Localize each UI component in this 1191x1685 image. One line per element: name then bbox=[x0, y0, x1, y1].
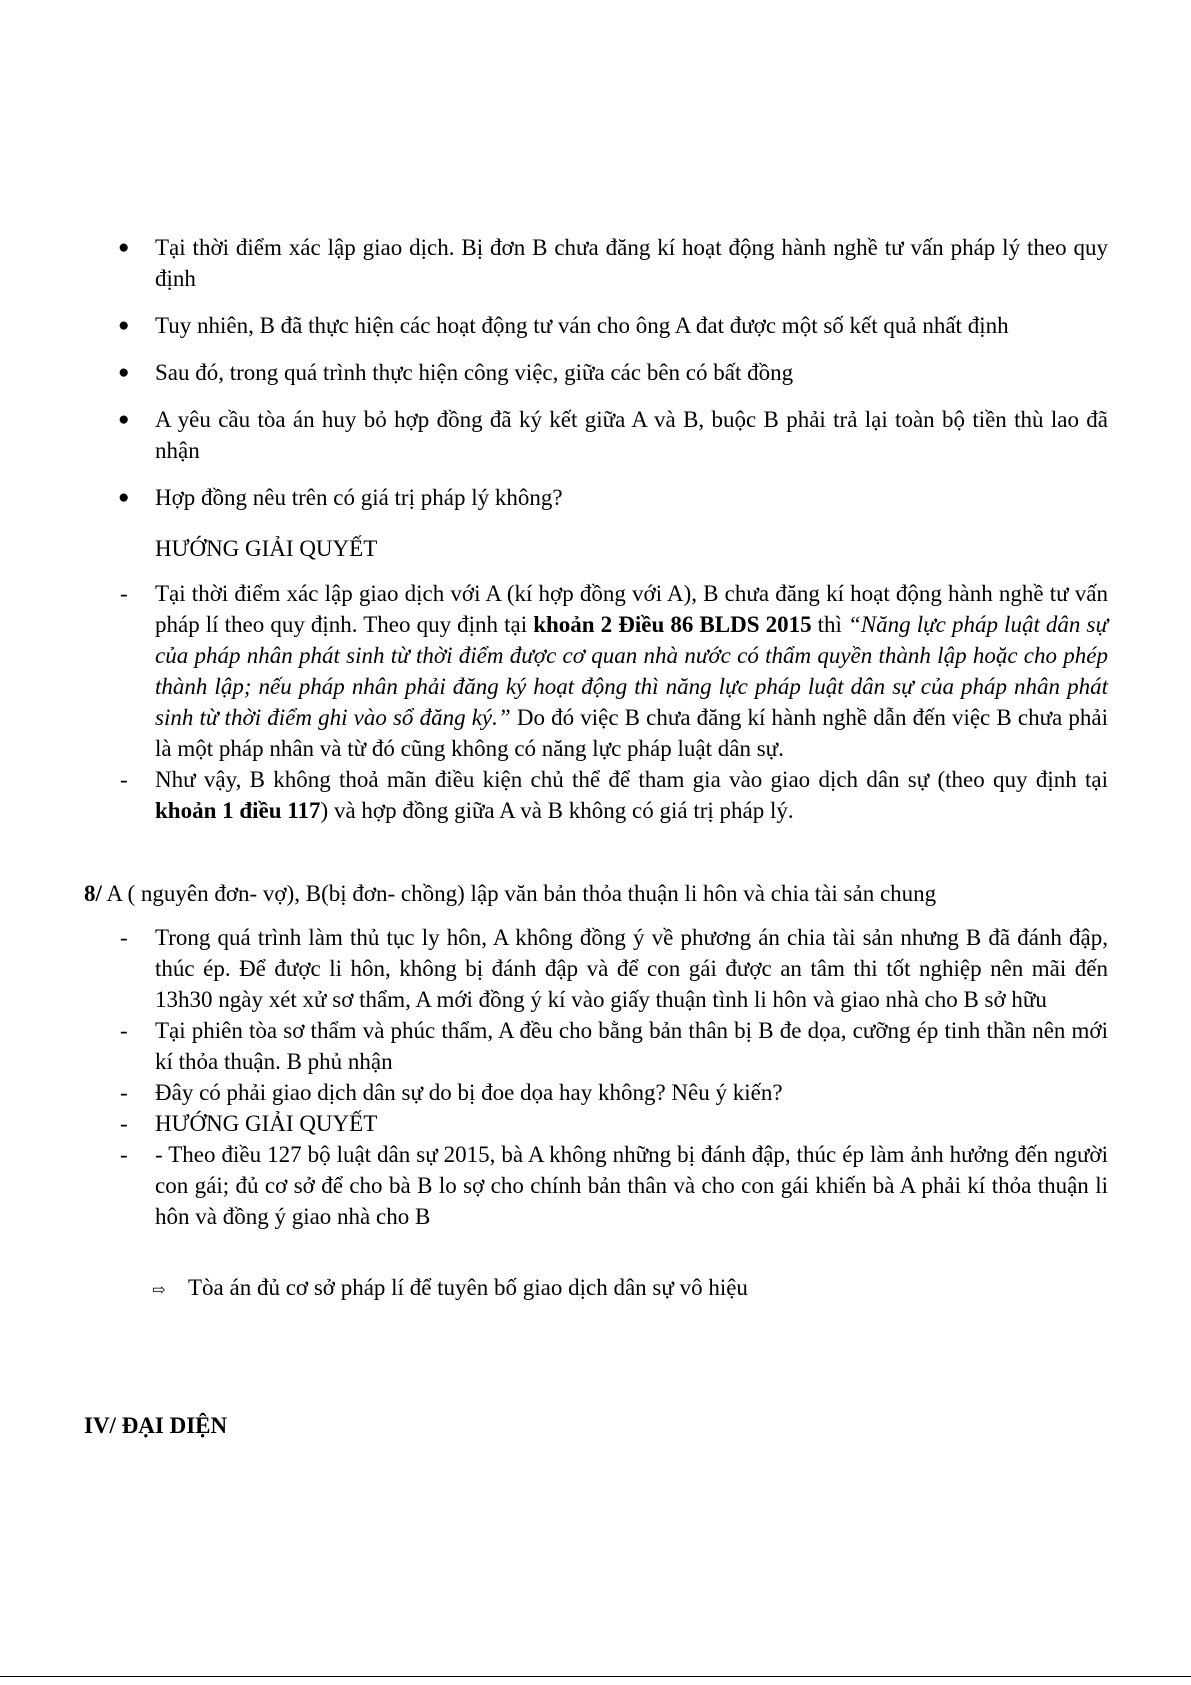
list-item: - Đây có phải giao dịch dân sự do bị đoe dọa hay không? Nêu ý kiến? bbox=[118, 1077, 1108, 1108]
bullet-icon: ● bbox=[118, 315, 130, 336]
list-item: - Trong quá trình làm thủ tục ly hôn, A không đồng ý về phương án chia tài sản nhưng B đã đánh đập, thúc ép. Để được li hôn, không bị đánh đập và để con gái được an tâm thi tốt nghiệp nên mãi đến 13h30 ngày xét xử sơ thẩm, A mới đồng ý kí vào giấy thuận tình li hôn và giao nhà cho B sở hữu bbox=[118, 922, 1108, 1015]
dash-icon: - bbox=[120, 1080, 128, 1105]
bullet-icon: ● bbox=[118, 362, 130, 383]
list-item: ● Tại thời điểm xác lập giao dịch. Bị đơn B chưa đăng kí hoạt động hành nghề tư vấn pháp lý theo quy định bbox=[118, 232, 1108, 294]
dash-icon: - bbox=[120, 1142, 128, 1167]
resolution-heading: HƯỚNG GIẢI QUYẾT bbox=[155, 536, 378, 561]
list-item: ● Sau đó, trong quá trình thực hiện công việc, giữa các bên có bất đồng bbox=[118, 357, 1108, 388]
conclusion-line: ⇨ Tòa án đủ cơ sở pháp lí để tuyên bố giao dịch dân sự vô hiệu bbox=[152, 1272, 748, 1306]
issue-bullet-list bbox=[118, 232, 1108, 529]
dash-icon: - bbox=[120, 1111, 128, 1136]
list-item: - HƯỚNG GIẢI QUYẾT bbox=[118, 1108, 1108, 1139]
case-8-dash-list bbox=[118, 922, 1108, 1232]
dash-icon: - bbox=[120, 925, 128, 950]
arrow-right-icon: ⇨ bbox=[152, 1282, 166, 1299]
list-item: ● Hợp đồng nêu trên có giá trị pháp lý không? bbox=[118, 482, 1108, 513]
list-item: - Tại thời điểm xác lập giao dịch với A (kí hợp đồng với A), B chưa đăng kí hoạt động hành nghề tư vấn pháp lí theo quy định. Theo quy định tại khoản 2 Điều 86 BLDS 2015 thì “Năng lực pháp luật dân sự của pháp nhân phát sinh từ thời điểm được cơ quan nhà nước có thẩm quyền thành lập hoặc cho phép thành lập; nếu pháp nhân phải đăng ký hoạt động thì năng lực pháp luật dân sự của pháp nhân phát sinh từ thời điểm ghi vào sổ đăng ký.” Do đó việc B chưa đăng kí hành nghề dẫn đến việc B chưa phải là một pháp nhân và từ đó cũng không có năng lực pháp luật dân sự. bbox=[118, 578, 1108, 764]
case-8-title: 8/ A ( nguyên đơn- vợ), B(bị đơn- chồng) lập văn bản thỏa thuận li hôn và chia tài sản chung bbox=[84, 881, 937, 906]
list-item: - Như vậy, B không thoả mãn điều kiện chủ thể để tham gia vào giao dịch dân sự (theo quy định tại khoản 1 điều 117) và hợp đồng giữa A và B không có giá trị pháp lý. bbox=[118, 764, 1108, 826]
bullet-icon: ● bbox=[118, 409, 130, 430]
list-item: - - Theo điều 127 bộ luật dân sự 2015, bà A không những bị đánh đập, thúc ép làm ảnh hưởng đến người con gái; đủ cơ sở để cho bà B lo sợ cho chính bản thân và cho con gái khiến bà A phải kí thỏa thuận li hôn và đồng ý giao nhà cho B bbox=[118, 1139, 1108, 1232]
resolution-dash-list bbox=[118, 578, 1108, 826]
list-item: - Tại phiên tòa sơ thẩm và phúc thẩm, A đều cho bằng bản thân bị B đe dọa, cưỡng ép tinh thần nên mới kí thỏa thuận. B phủ nhận bbox=[118, 1015, 1108, 1077]
dash-icon: - bbox=[120, 581, 128, 606]
list-item: ● Tuy nhiên, B đã thực hiện các hoạt động tư ván cho ông A đat được một số kết quả nhất định bbox=[118, 310, 1108, 341]
page-bottom-rule bbox=[0, 1676, 1191, 1677]
bullet-icon: ● bbox=[118, 487, 130, 508]
dash-icon: - bbox=[120, 1018, 128, 1043]
dash-icon: - bbox=[120, 767, 128, 792]
list-item: ● A yêu cầu tòa án huy bỏ hợp đồng đã ký kết giữa A và B, buộc B phải trả lại toàn bộ tiền thù lao đã nhận bbox=[118, 404, 1108, 466]
bullet-icon: ● bbox=[118, 237, 130, 258]
section-title: IV/ ĐẠI DIỆN bbox=[84, 1413, 228, 1438]
